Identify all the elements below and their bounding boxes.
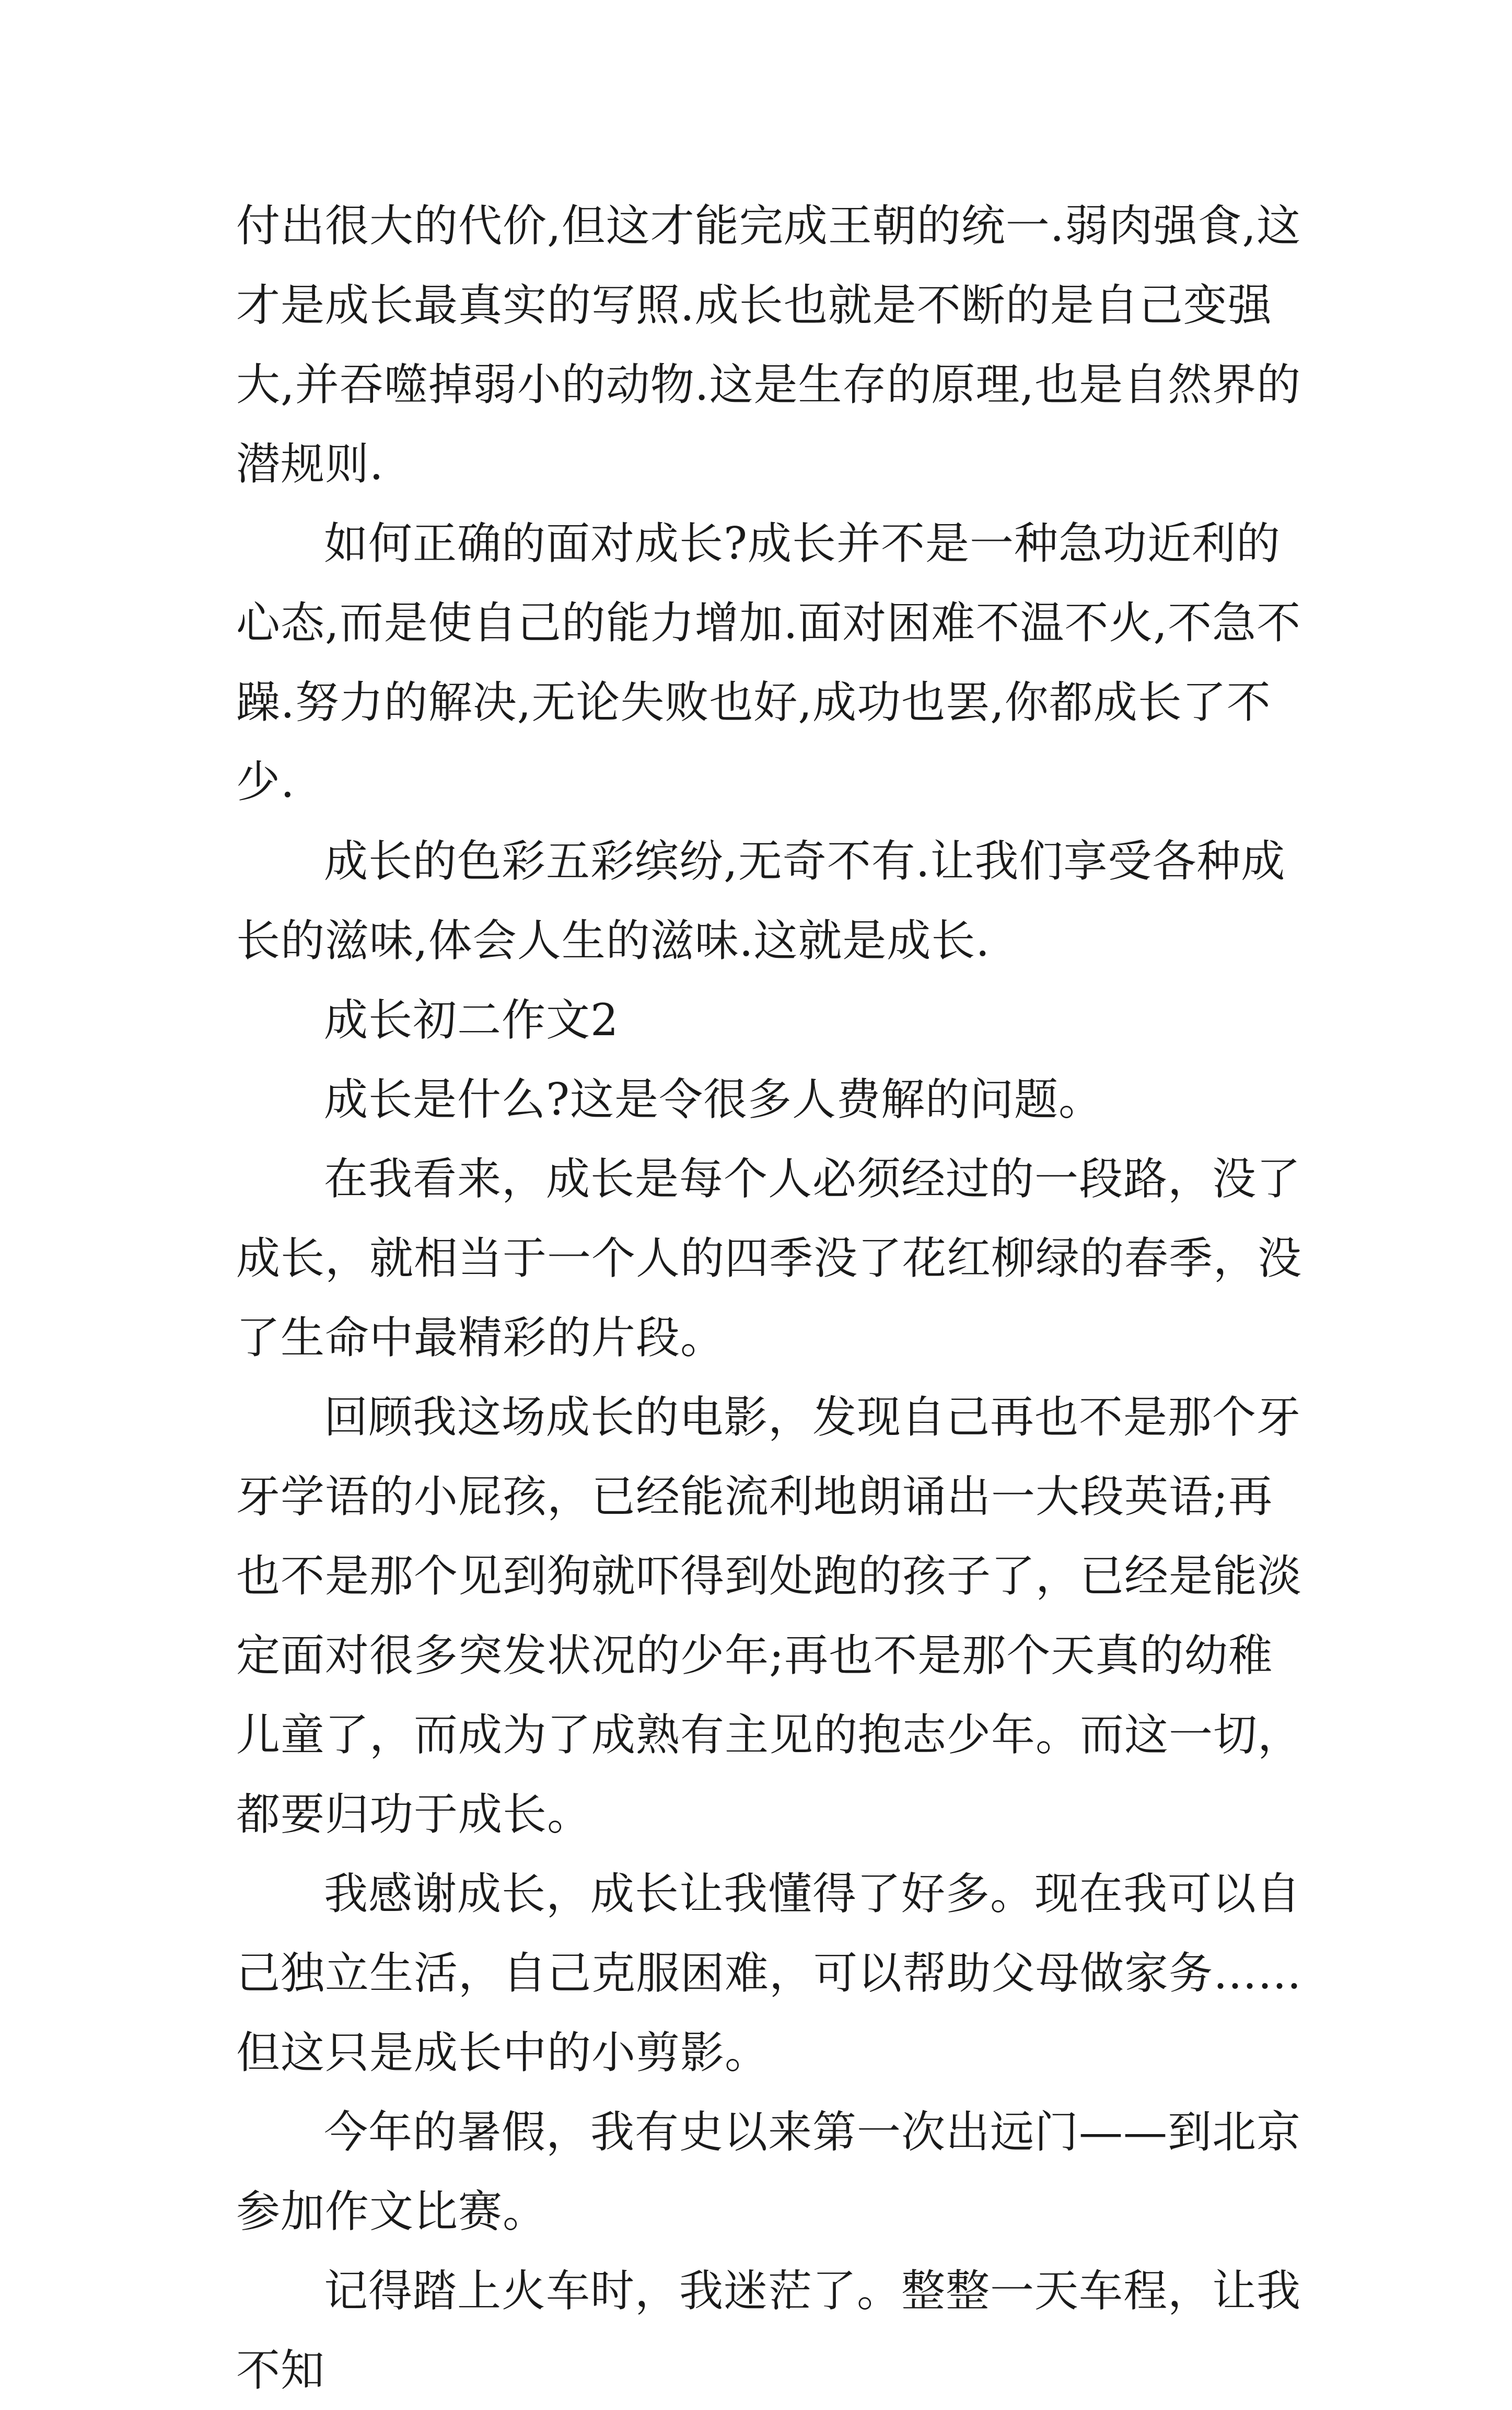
section-title: 成长初二作文2 — [324, 994, 619, 1046]
paragraph: 今年的暑假，我有史以来第一次出远门——到北京参加作文比赛。 — [236, 2106, 1301, 2237]
paragraph: 在我看来，成长是每个人必须经过的一段路，没了成长，就相当于一个人的四季没了花红柳绿的春季，没了生命中最精彩的片段。 — [236, 1153, 1302, 1363]
paragraph: 成长是什么?这是令很多人费解的问题。 — [324, 1074, 1103, 1125]
paragraph: 我感谢成长，成长让我懂得了好多。现在我可以自己独立生活，自己克服困难，可以帮助父母做家务……但这只是成长中的小剪影。 — [236, 1868, 1302, 2078]
document-body — [236, 186, 1302, 2410]
paragraph: 回顾我这场成长的电影，发现自己再也不是那个牙牙学语的小屁孩，已经能流利地朗诵出一大段英语;再也不是那个见到狗就吓得到处跑的孩子了，已经是能淡定面对很多突发状况的少年;再也不是那个天真的幼稚儿童了，而成为了成熟有主见的抱志少年。而这一切，都要归功于成长。 — [236, 1392, 1302, 1840]
paragraph: 成长的色彩五彩缤纷,无奇不有.让我们享受各种成长的滋味,体会人生的滋味.这就是成长. — [236, 836, 1286, 966]
paragraph: 如何正确的面对成长?成长并不是一种急功近利的心态,而是使自己的能力增加.面对困难不温不火,不急不躁.努力的解决,无论失败也好,成功也罢,你都成长了不少. — [236, 518, 1301, 807]
paragraph-continued: 付出很大的代价,但这才能完成王朝的统一.弱肉强食,这才是成长最真实的写照.成长也就是不断的是自己变强大,并吞噬掉弱小的动物.这是生存的原理,也是自然界的潜规则. — [236, 200, 1301, 490]
paragraph: 记得踏上火车时，我迷茫了。整整一天车程，让我不知 — [236, 2265, 1301, 2396]
